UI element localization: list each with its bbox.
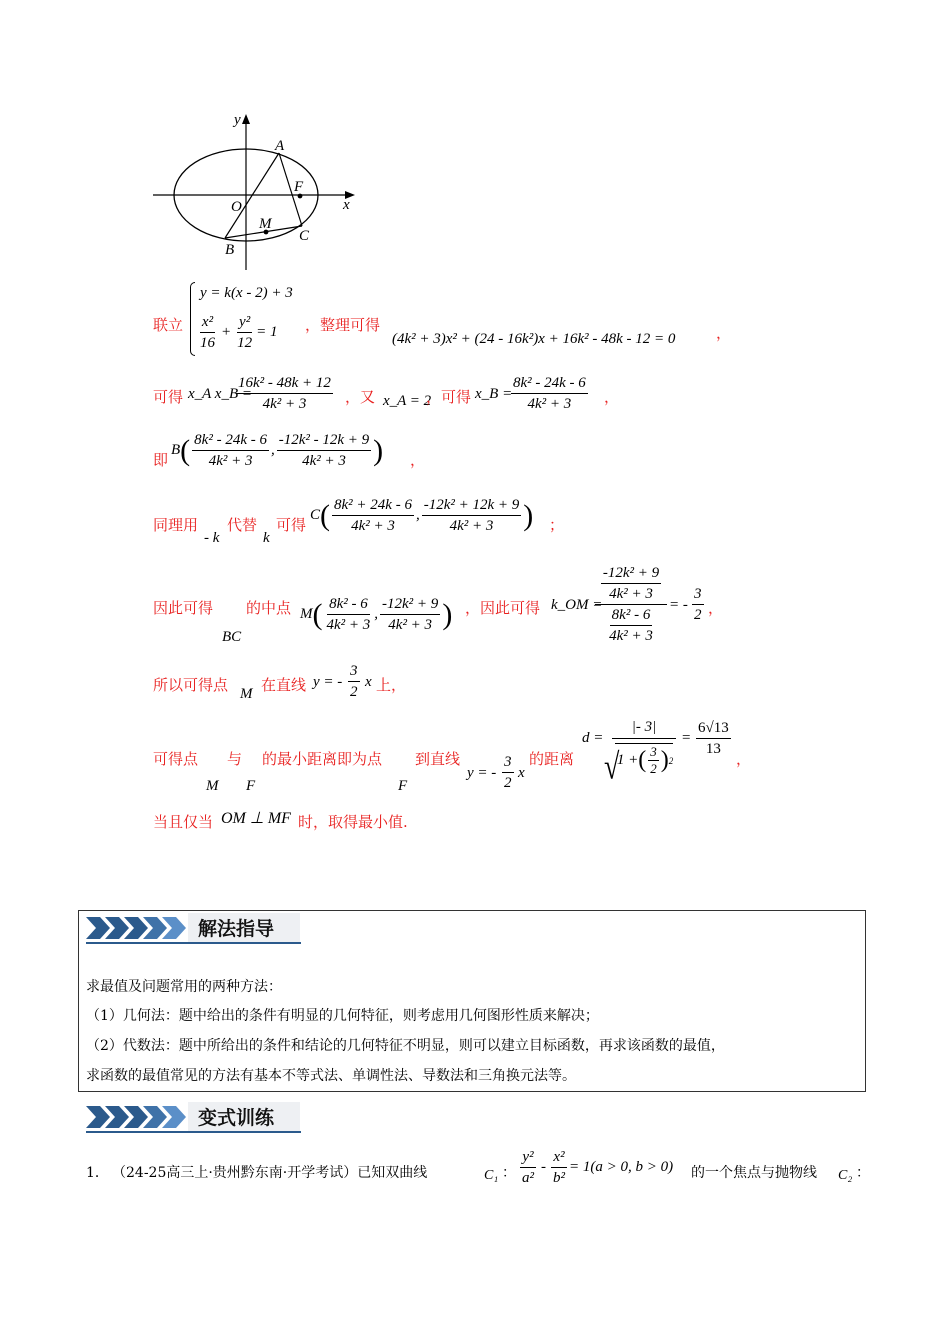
line7-c: 的最小距离即为点 bbox=[262, 750, 383, 768]
line7-f2: F bbox=[398, 778, 408, 794]
line4-c: 可得 bbox=[276, 516, 307, 534]
ellipse-figure bbox=[150, 110, 365, 275]
practice-underline bbox=[86, 1131, 301, 1133]
q1-hyperbola-equation: $\frac{\text{y²}}{\text{a²}}$ - $\frac{\text{x²}}{\text{b²}}$ = 1(a > 0, b > 0) bbox=[522, 1149, 674, 1186]
line2-c: ，可得 bbox=[426, 388, 472, 406]
q1-c1: C₁ bbox=[484, 1168, 499, 1183]
line6-a: 所以可得点 bbox=[153, 676, 229, 694]
line4-a: 同理用 bbox=[153, 516, 199, 534]
line7-f: F bbox=[246, 778, 256, 794]
label-b: B bbox=[225, 242, 235, 258]
slope-value: $\frac{3}{2}$ bbox=[694, 586, 702, 623]
line2-b: ，又 bbox=[345, 388, 376, 406]
q1-c2: C₂ bbox=[838, 1168, 853, 1183]
system-eq2: $\frac{\text{x²}}{16}$ + $\frac{\text{y²}}{12}$ = 1 bbox=[200, 314, 278, 351]
neg-k: - k bbox=[204, 530, 220, 546]
guide-p1: 求最值及问题常用的两种方法： bbox=[86, 979, 282, 995]
guide-p2: （1）几何法：题中给出的条件有明显的几何特征，则考虑用几何图形性质来解决； bbox=[86, 1008, 599, 1024]
line6-fraction: $\frac{3}{2}$ bbox=[350, 663, 358, 700]
line1-mid: ，整理可得 bbox=[305, 316, 381, 334]
guide-title: 解法指导 bbox=[198, 918, 275, 940]
line6-equation: y = - bbox=[313, 674, 343, 690]
perpendicular-condition: OM ⊥ MF bbox=[221, 810, 291, 827]
product-xaxb: x_A x_B = bbox=[188, 386, 252, 402]
line7-d: 到直线 bbox=[415, 750, 461, 768]
label-y: y bbox=[234, 112, 241, 128]
distance-result-eq: = bbox=[682, 730, 691, 746]
k-symbol: k bbox=[263, 530, 270, 546]
line3-a: 即 bbox=[153, 451, 169, 469]
guide-banner-arrows bbox=[86, 913, 188, 943]
label-m: M bbox=[259, 216, 272, 232]
line5-b: 的中点 bbox=[246, 599, 292, 617]
slope-complex-fraction: $\frac{\text{-12k² + 9}}{\text{4k² + 3}}$ $\frac{\text{8k² - 6}}{\text{4k² + 3}}$ bbox=[595, 563, 667, 646]
product-fraction: $\frac{\text{16k² - 48k + 12}}{\text{4k² + 3}}$ bbox=[238, 375, 331, 412]
distance-label: d = bbox=[582, 730, 604, 746]
xb-label: x_B = bbox=[475, 386, 513, 402]
system-brace bbox=[190, 282, 195, 356]
y-axis-arrow bbox=[242, 114, 250, 124]
xb-fraction: $\frac{\text{8k² - 24k - 6}}{\text{4k² + 3}}$ bbox=[513, 375, 586, 412]
practice-title: 变式训练 bbox=[198, 1107, 275, 1129]
practice-banner-arrows bbox=[86, 1102, 188, 1132]
distance-result: $\frac{6√13}{13}$ bbox=[698, 720, 729, 757]
label-o: O bbox=[231, 199, 242, 215]
line7-end: ， bbox=[736, 750, 752, 768]
line7-a: 可得点 bbox=[153, 750, 199, 768]
line7-line-x: x bbox=[518, 765, 525, 781]
guide-p4: 求函数的最值常见的方法有基本不等式法、单调性法、导数法和三角换元法等。 bbox=[86, 1068, 576, 1084]
line5-a: 因此可得 bbox=[153, 599, 214, 617]
line8-a: 当且仅当 bbox=[153, 813, 214, 831]
q1-colon: ： bbox=[502, 1165, 516, 1181]
line6-point-m: M bbox=[240, 686, 253, 702]
segment-bc-label: BC bbox=[222, 629, 242, 645]
line6-c: 上， bbox=[376, 676, 407, 694]
line6-x: x bbox=[365, 674, 372, 690]
line5-c: ，因此可得 bbox=[465, 599, 541, 617]
distance-fraction: |- 3| 1 + ( $\frac{3}{2}$ ) 2 bbox=[612, 716, 676, 777]
line7-line-eq: y = - bbox=[467, 765, 497, 781]
line4-b: 代替 bbox=[227, 516, 258, 534]
q1-end: ： bbox=[856, 1165, 870, 1181]
quadratic-equation: (4k² + 3)x² + (24 - 16k²)x + 16k² - 48k - 12 = 0 bbox=[392, 331, 676, 347]
q1-source: （24-25高三上·贵州黔东南·开学考试）已知双曲线 bbox=[112, 1165, 428, 1181]
point-b-coords: B ( $\frac{\text{8k² - 24k - 6}}{\text{4k² + 3}}$ , $\frac{\text{-12k² - 12k + 9}}{\text{4k² + 3}}$ ) bbox=[171, 432, 384, 469]
q1-tail: 的一个焦点与抛物线 bbox=[691, 1165, 817, 1181]
xa-value: x_A = 2 bbox=[383, 393, 432, 409]
line7-m: M bbox=[206, 778, 219, 794]
label-c: C bbox=[299, 228, 310, 244]
line3-end: ， bbox=[410, 451, 426, 469]
line7-line-frac: $\frac{3}{2}$ bbox=[504, 754, 512, 791]
guide-underline bbox=[86, 942, 301, 944]
slope-kom: k_OM = bbox=[551, 597, 603, 613]
line4-end: ； bbox=[549, 516, 565, 534]
midpoint-m-coords: M ( $\frac{\text{8k² - 6}}{\text{4k² + 3}}$ , $\frac{\text{-12k² + 9}}{\text{4k² + 3}}$ ) bbox=[300, 596, 453, 633]
label-f: F bbox=[294, 179, 304, 195]
line8-b: 时，取得最小值. bbox=[298, 813, 408, 831]
q1-number: 1． bbox=[86, 1165, 109, 1181]
system-eq1: y = k(x - 2) + 3 bbox=[200, 285, 293, 301]
line6-b: 在直线 bbox=[261, 676, 307, 694]
line7-b: 与 bbox=[227, 750, 243, 768]
line2-end: ， bbox=[604, 388, 620, 406]
line1-prefix: 联立 bbox=[153, 316, 184, 334]
line1-end: ， bbox=[716, 324, 732, 342]
label-x: x bbox=[343, 197, 350, 213]
slope-equals: = - bbox=[669, 597, 688, 613]
line2-a: 可得 bbox=[153, 388, 184, 406]
line5-end: ， bbox=[708, 599, 724, 617]
sqrt-sign: √ bbox=[604, 747, 620, 788]
line7-e: 的距离 bbox=[529, 750, 575, 768]
label-a: A bbox=[275, 138, 285, 154]
point-c-coords: C ( $\frac{\text{8k² + 24k - 6}}{\text{4k² + 3}}$ , $\frac{\text{-12k² + 12k + 9}}{\text{4k² + 3}}$ ) bbox=[310, 497, 534, 534]
guide-p3: （2）代数法：题中所给出的条件和结论的几何特征不明显，则可以建立目标函数，再求该函数的最值， bbox=[86, 1038, 725, 1054]
